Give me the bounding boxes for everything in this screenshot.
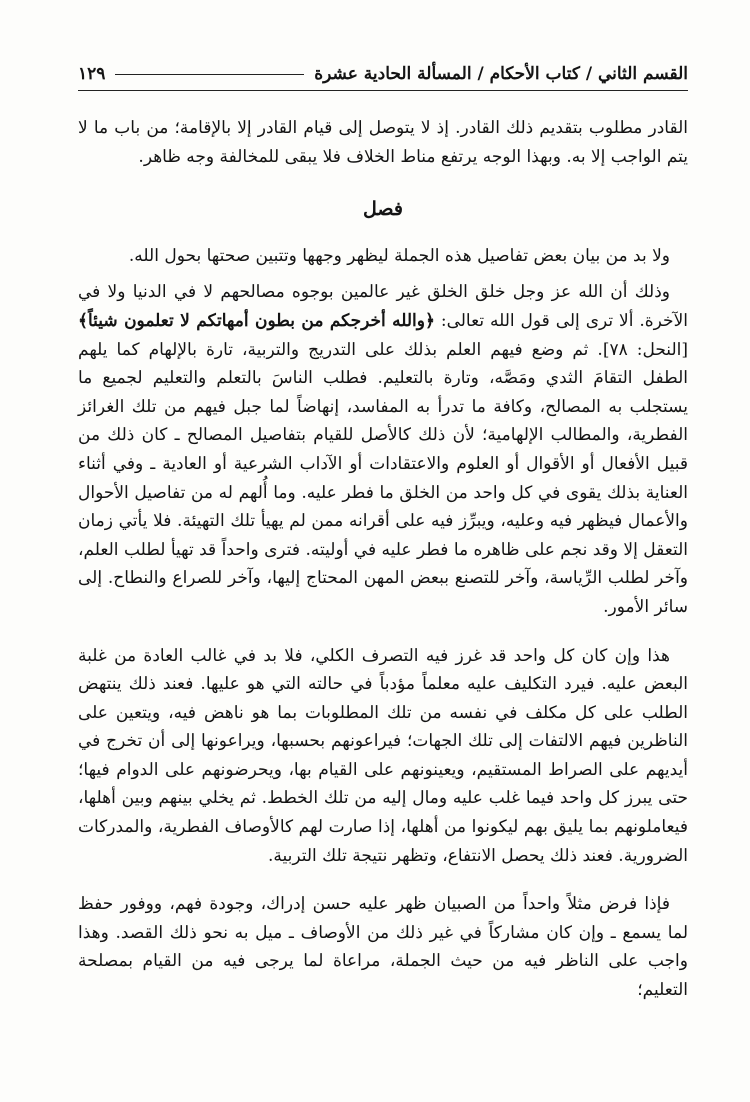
paragraph-creation <box>78 278 688 621</box>
header-title: القسم الثاني / كتاب الأحكام / المسألة الحادية عشرة <box>314 64 688 84</box>
page-number: ١٢٩ <box>78 64 106 84</box>
paragraph-creation-part-a: وذلك أن الله عز وجل خلق الخلق غير عالمين بوجوه مصالحهم لا في الدنيا ولا في الآخرة. ألا ترى إلى قول الله تعالى: <box>78 282 688 331</box>
paragraph-example: فإذا فرض مثلاً واحداً من الصبيان ظهر عليه حسن إدراك، وجودة فهم، ووفور حفظ لما يسمع ـ وإن كان مشاركاً في غير ذلك من الأوصاف ـ ميل به نحو ذلك القصد. وهذا واجب على الناظر فيه من حيث الجملة، مراعاة لما يرجى فيه من القيام بمصلحة التعليم؛ <box>78 894 688 1001</box>
paragraph-continuation: القادر مطلوب بتقديم ذلك القادر. إذ لا يتوصل إلى قيام القادر إلا بالإقامة؛ من باب ما لا يتم الواجب إلا به. وبهذا الوجه يرتفع مناط الخلاف فلا يبقى للمخالفة وجه ظاهر. <box>78 118 688 167</box>
page-body <box>78 114 688 1005</box>
paragraph-disposition: هذا وإن كان كل واحد قد غرز فيه التصرف الكلي، فلا بد في غالب العادة من غلبة البعض عليه. فيرد التكليف عليه معلماً مؤدباً في حالته التي هو عليها. فعند ذلك ينتهض الطلب على كل مكلف في نفسه من تلك المطلوبات بما هو ناهض فيه، ويتعين على الناظرين فيهم الالتفات إلى تلك الجهات؛ فيراعونهم بحسبها، ويراعونها إلى أن تخرج في أيديهم على الصراط المستقيم، ويعينونهم على القيام بها، ويحرضونهم على الدوام فيها؛ حتى يبرز كل واحد فيما غلب عليه ومال إليه من تلك الخطط. ثم يخلي بينهم وبين أهلها، فيعاملونهم بما يليق بهم ليكونوا من أهلها، إذا صارت لهم كالأوصاف الفطرية، والمدركات الضرورية. فعند ذلك يحصل الانتفاع، وتظهر نتيجة تلك التربية. <box>78 645 688 866</box>
paragraph-creation-part-b: [النحل: ٧٨]. ثم وضع فيهم العلم بذلك على التدريج والتربية، تارة بالإلهام كما يلهم الطفل التقامَ الثدي ومَصَّه، وتارة بالتعليم. فطلب الناسَ بالتعلم والتعليم لجميع ما يستجلب به المصالح، وكافة ما تدرأ به المفاسد، إنهاضاً لما جبل فيهم من تلك الغرائز الفطرية، والمطالب الإلهامية؛ لأن ذلك كالأصل للقيام بتفاصيل المصالح ـ كان ذلك من قبيل الأفعال أو الأقوال أو العلوم والاعتقادات أو الآداب الشرعية أو العادية ـ وفي أثناء العناية بذلك يقوى في كل واحد من الخلق ما فطر عليه. وما أُلهم له من تفاصيل الأحوال والأعمال فيظهر فيه وعليه، ويبرِّز فيه على أقرانه ممن لم يهيأ تلك التهيئة. فلا يأتي زمان التعقل إلا وقد نجم على ظاهره ما فطر عليه في أوليته. فترى واحداً قد تهيأ لطلب العلم، وآخر لطلب الرِّياسة، وآخر للتصنع ببعض المهن المحتاج إليها، وآخر للصراع والنطاح. إلى سائر الأمور. <box>78 339 688 617</box>
section-heading: فصل <box>363 198 403 221</box>
quran-verse: ﴿والله أخرجكم من بطون أمهاتكم لا تعلمون شيئاً﴾ <box>78 310 435 331</box>
header-rule <box>115 74 304 75</box>
running-header <box>78 64 688 91</box>
paragraph-intro: ولا بد من بيان بعض تفاصيل هذه الجملة ليظهر وجهها وتتبين صحتها بحول الله. <box>128 245 670 266</box>
